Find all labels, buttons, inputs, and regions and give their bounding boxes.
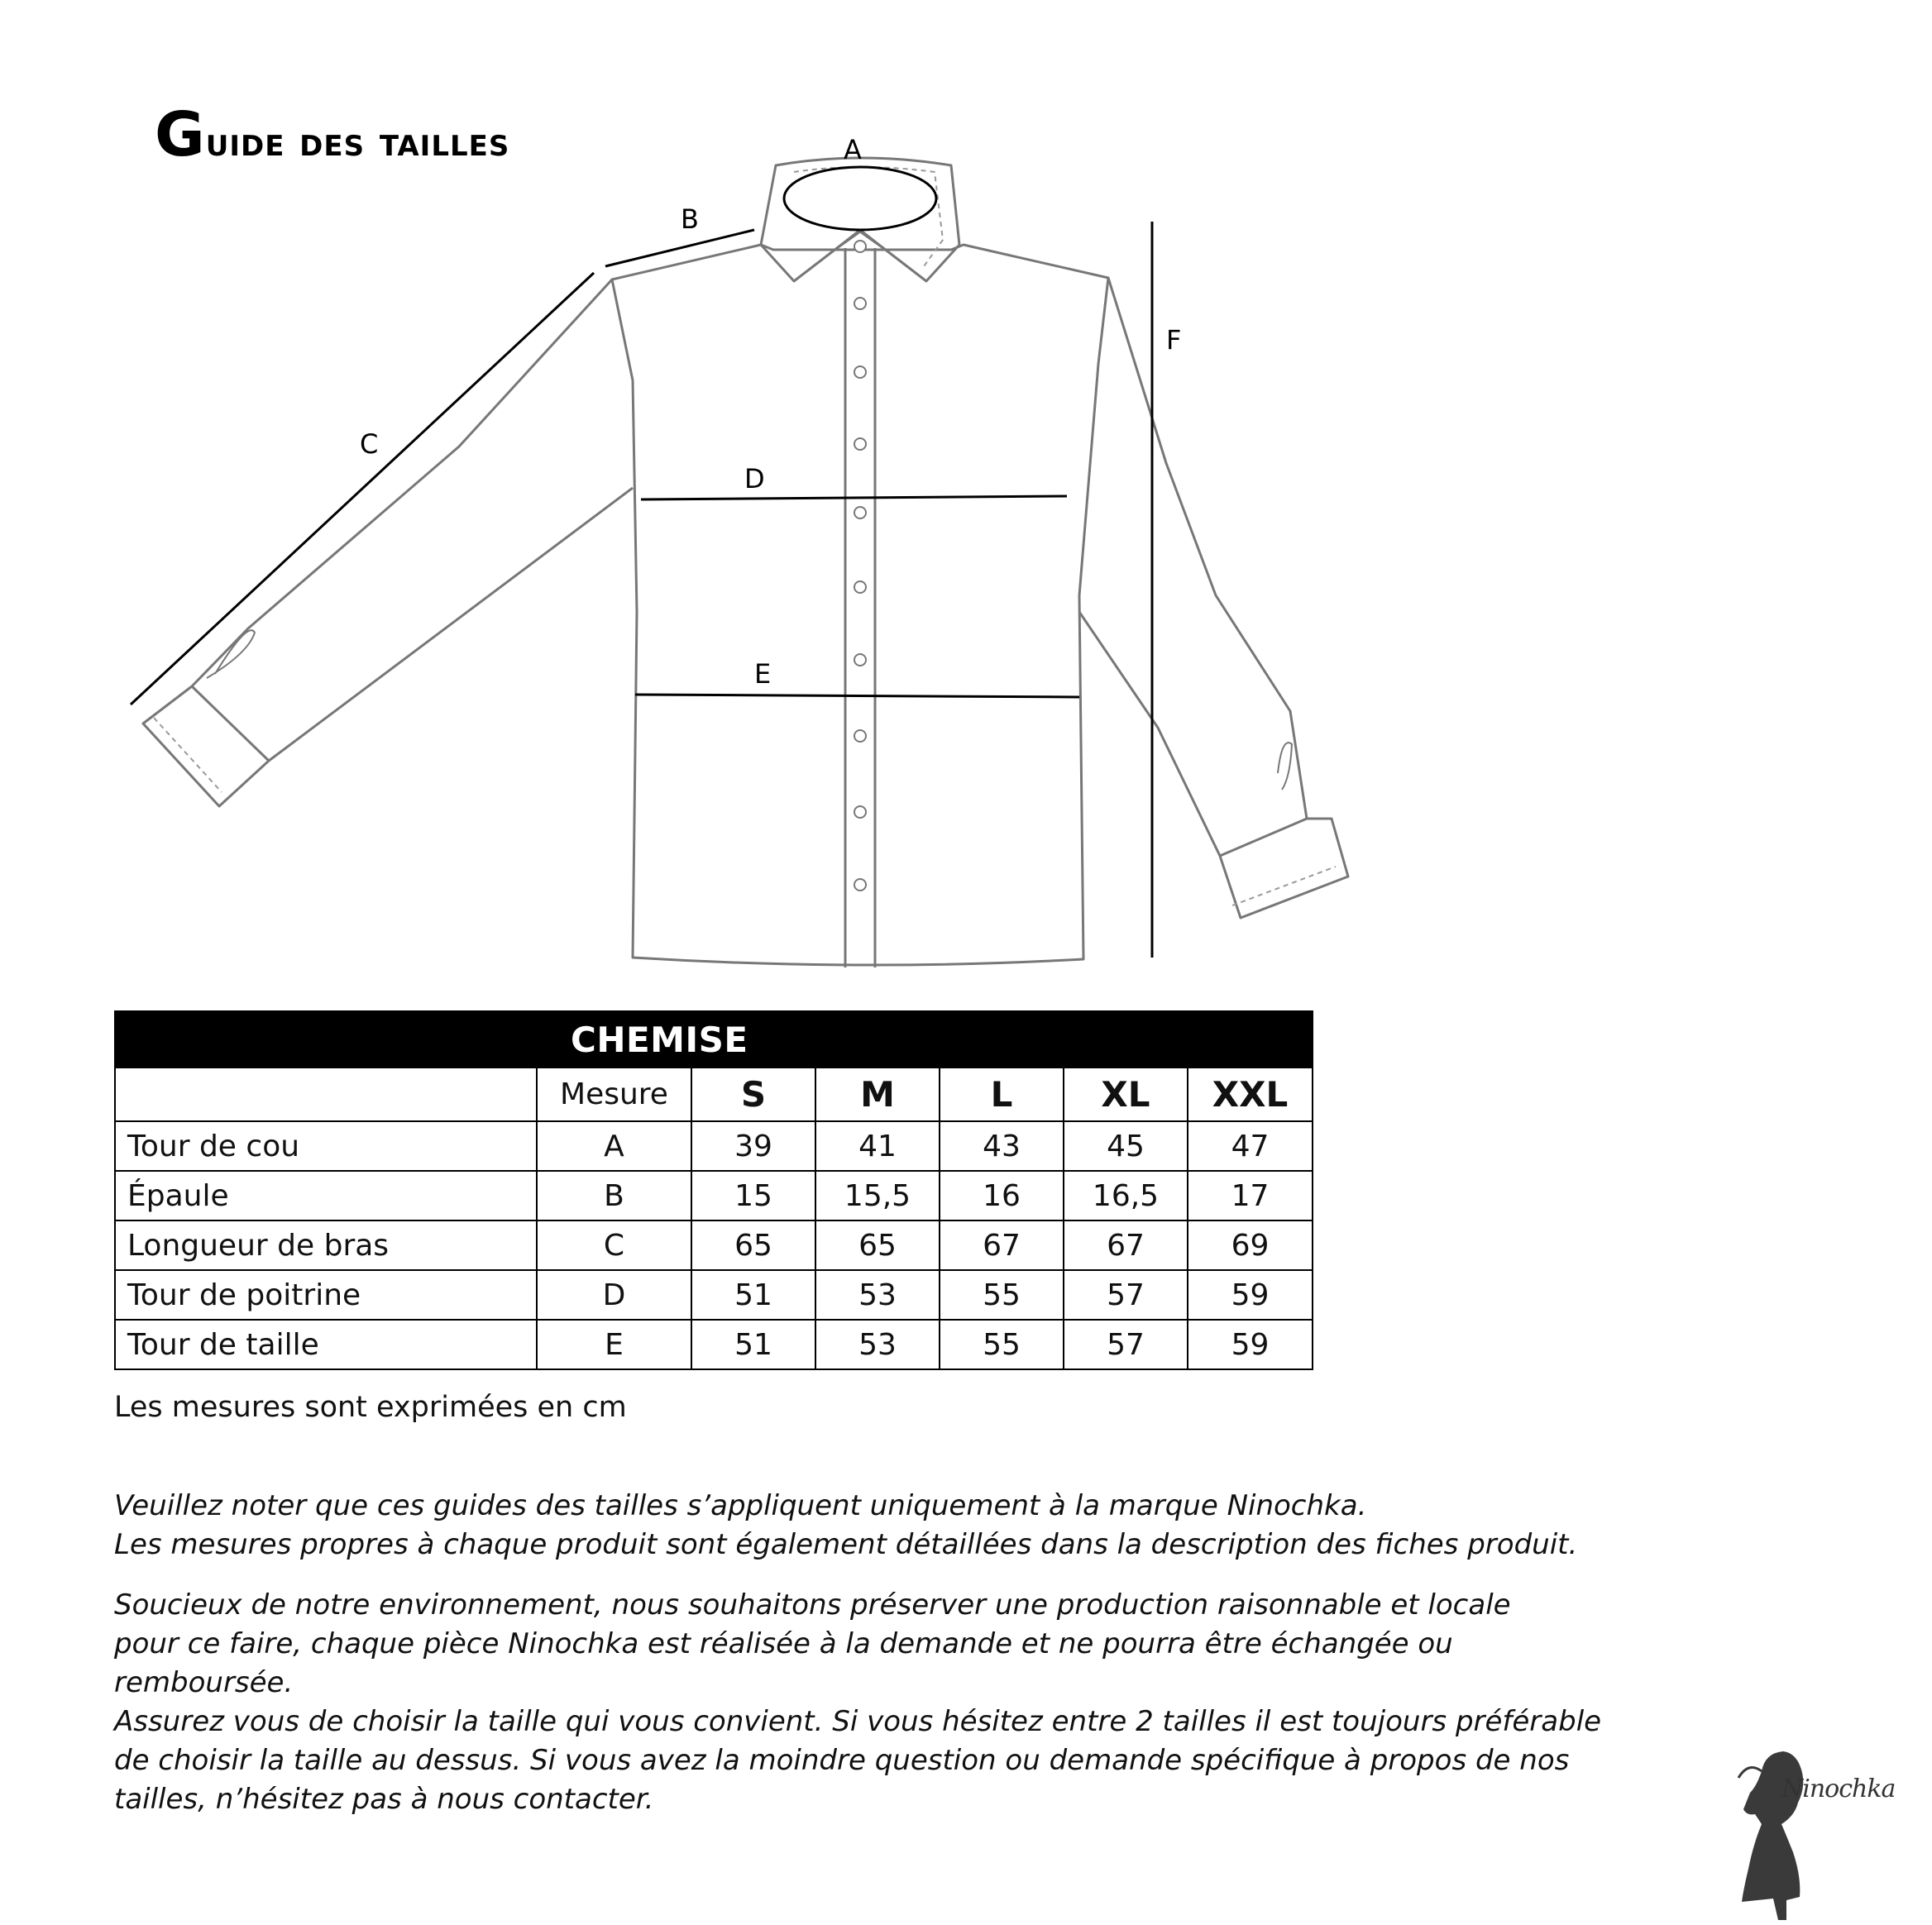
header-size-m: M [815,1068,940,1121]
measure-lines [131,167,1152,958]
silhouette-logo-icon [1732,1745,1897,1923]
table-row [115,1121,1313,1171]
cell-xl: 57 [1064,1320,1188,1369]
table-banner [115,1011,1313,1068]
cell-s: 39 [691,1121,815,1171]
table-row [115,1320,1313,1369]
note-line: pour ce faire, chaque pièce Ninochka est réalisée à la demande et ne pourra être échangée ou [114,1627,1453,1660]
measure-e-line [635,695,1079,697]
cell-l: 55 [940,1270,1064,1320]
cell-xxl: 59 [1188,1320,1313,1369]
table-header-row [115,1068,1313,1121]
row-measure: C [537,1220,691,1270]
shirt-outline [143,158,1348,967]
row-label: Épaule [115,1171,537,1220]
row-label: Tour de cou [115,1121,537,1171]
cell-s: 65 [691,1220,815,1270]
cell-xl: 45 [1064,1121,1188,1171]
table-row [115,1270,1313,1320]
note-line: de choisir la taille au dessus. Si vous avez la moindre question ou demande spécifique à propos de nos [114,1744,1570,1777]
cell-l: 67 [940,1220,1064,1270]
note-line: remboursée. [114,1666,294,1699]
cell-l: 16 [940,1171,1064,1220]
table-heading: CHEMISE [115,1011,1313,1068]
size-table [114,1010,1313,1370]
row-measure: A [537,1121,691,1171]
note-line: Veuillez noter que ces guides des tailles s’appliquent uniquement à la marque Ninochka. [114,1489,1367,1522]
row-measure: D [537,1270,691,1320]
table-row [115,1171,1313,1220]
cell-xl: 57 [1064,1270,1188,1320]
note-line: Soucieux de notre environnement, nous souhaitons préserver une production raisonnable et locale [114,1588,1511,1622]
header-size-s: S [691,1068,815,1121]
brand-name: Ninochka [1781,1775,1896,1803]
row-measure: B [537,1171,691,1220]
header-size-xl: XL [1064,1068,1188,1121]
cell-xxl: 17 [1188,1171,1313,1220]
measure-b-line [605,230,754,266]
measure-a-ellipse [784,167,936,230]
cell-l: 55 [940,1320,1064,1369]
label-a: A [844,134,862,165]
header-size-l: L [940,1068,1064,1121]
brand-logo [1732,1745,1897,1923]
label-e: E [754,658,772,690]
cell-l: 43 [940,1121,1064,1171]
measure-c-line [131,273,594,705]
row-label: Longueur de bras [115,1220,537,1270]
cell-m: 41 [815,1121,940,1171]
notes-block [114,1487,1768,1819]
cell-xxl: 59 [1188,1270,1313,1320]
cell-s: 51 [691,1270,815,1320]
cell-xl: 67 [1064,1220,1188,1270]
row-label: Tour de taille [115,1320,537,1369]
cell-m: 53 [815,1270,940,1320]
cell-m: 65 [815,1220,940,1270]
label-b: B [681,203,699,235]
row-label: Tour de poitrine [115,1270,537,1320]
note-line: tailles, n’hésitez pas à nous contacter. [114,1783,654,1816]
cell-xxl: 69 [1188,1220,1313,1270]
table-row [115,1220,1313,1270]
cell-xl: 16,5 [1064,1171,1188,1220]
measure-d-line [641,496,1067,499]
title-initial: G [155,99,206,170]
header-size-xxl: XXL [1188,1068,1313,1121]
label-d: D [744,463,765,494]
shirt-buttons [854,241,866,891]
cell-xxl: 47 [1188,1121,1313,1171]
label-c: C [360,428,379,460]
header-label-cell [115,1068,537,1121]
title-rest: uide des tailles [205,119,510,165]
cell-s: 15 [691,1171,815,1220]
cell-m: 15,5 [815,1171,940,1220]
note-line: Assurez vous de choisir la taille qui vous convient. Si vous hésitez entre 2 tailles il est toujours préférable [114,1705,1602,1738]
cell-s: 51 [691,1320,815,1369]
header-measure: Mesure [537,1068,691,1121]
note-line: Les mesures propres à chaque produit sont également détaillées dans la description des fiches produit. [114,1528,1578,1561]
cell-m: 53 [815,1320,940,1369]
row-measure: E [537,1320,691,1369]
unit-note: Les mesures sont exprimées en cm [114,1391,627,1424]
label-f: F [1166,324,1182,356]
